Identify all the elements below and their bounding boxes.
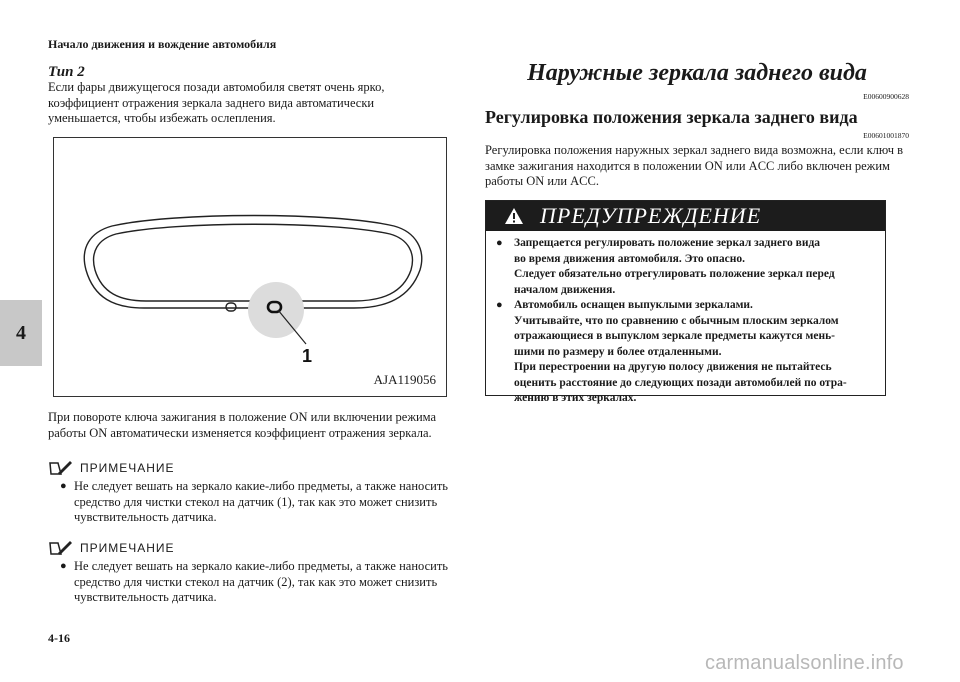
note-heading-text: ПРИМЕЧАНИЕ bbox=[80, 461, 175, 476]
warning-title: ПРЕДУПРЕЖДЕНИЕ bbox=[540, 203, 762, 228]
warning-line: во время движения автомобиля. Это опасно. bbox=[514, 252, 746, 265]
warning-line: При перестроении на другую полосу движения не пытайтесь bbox=[514, 361, 832, 373]
bullet-icon: ● bbox=[60, 559, 67, 572]
warning-line: оценить расстояние до следующих позади автомобилей по отра- bbox=[514, 376, 847, 389]
chapter-number: 4 bbox=[16, 321, 26, 344]
note-pencil-icon bbox=[48, 539, 74, 557]
note-heading-text: ПРИМЕЧАНИЕ bbox=[80, 540, 175, 555]
warning-header bbox=[486, 201, 885, 231]
mirror-mode-text: При повороте ключа зажигания в положение ON или включении режима работы ON автоматически изменяется коэффициент отражения зеркала. bbox=[48, 410, 437, 440]
adjustment-text: Регулировка положения наружных зеркал заднего вида возможна, если ключ в замке зажигания находится в положении ON или ACC либо включен режим работы ON или ACC. bbox=[485, 143, 904, 189]
left-sensor bbox=[226, 303, 236, 311]
bullet-icon: ● bbox=[496, 299, 503, 311]
type-title: Тип 2 bbox=[48, 64, 85, 80]
callout-number: 1 bbox=[302, 346, 313, 366]
sensor-highlight bbox=[248, 282, 304, 338]
mirror-figure bbox=[53, 137, 447, 397]
warning-line: Запрещается регулировать положение зеркал заднего вида bbox=[514, 237, 821, 249]
page-number: 4-16 bbox=[48, 631, 70, 645]
type-description: Если фары движущегося позади автомобиля светят очень ярко, коэффициент отражения зеркала заднего вида автоматически уменьшается, чтобы избежать ослепления. bbox=[48, 80, 385, 126]
watermark: carmanualsonline.info bbox=[705, 652, 904, 674]
note-heading-2 bbox=[48, 539, 453, 557]
warning-line: жению в этих зеркалах. bbox=[514, 392, 637, 404]
left-lower-column bbox=[48, 410, 453, 606]
warning-line: отражающиеся в выпуклом зеркале предметы кажутся мень- bbox=[514, 330, 836, 342]
note-body-1 bbox=[48, 479, 453, 526]
warning-line: Следует обязательно отрегулировать положение зеркал перед bbox=[514, 268, 835, 280]
warning-item-2 bbox=[496, 298, 875, 407]
figure-code: AJA119056 bbox=[373, 372, 436, 387]
warning-line: Автомобиль оснащен выпуклыми зеркалами. bbox=[514, 299, 753, 311]
warning-list bbox=[486, 231, 885, 407]
mirror-inner-outline bbox=[94, 224, 413, 301]
warning-triangle-icon bbox=[504, 207, 524, 225]
subsection-title: Регулировка положения зеркала заднего вида bbox=[485, 107, 858, 127]
note-text: Не следует вешать на зеркало какие-либо предметы, а также наносить средство для чистки стекол на датчик (1), так как это может снизить чувствительность датчика. bbox=[74, 479, 448, 525]
bullet-icon: ● bbox=[496, 237, 503, 249]
note-text: Не следует вешать на зеркало какие-либо предметы, а также наносить средство для чистки стекол на датчик (2), так как это может снизить чувствительность датчика. bbox=[74, 558, 448, 605]
running-header: Начало движения и вождение автомобиля bbox=[48, 37, 277, 51]
rear-view-mirror-illustration bbox=[54, 138, 448, 398]
bullet-icon: ● bbox=[60, 480, 67, 493]
subsection-code: E00601001870 bbox=[863, 131, 909, 140]
section-code: E00600900628 bbox=[863, 92, 909, 101]
note-pencil-icon bbox=[48, 459, 74, 477]
warning-line: началом движения. bbox=[514, 283, 616, 296]
warning-line: шими по размеру и более отдаленными. bbox=[514, 345, 722, 358]
chapter-tab bbox=[0, 300, 42, 366]
warning-box bbox=[485, 200, 886, 404]
note-heading-1 bbox=[48, 459, 453, 477]
warning-item-1 bbox=[496, 236, 875, 298]
warning-line: Учитывайте, что по сравнению с обычным плоским зеркалом bbox=[514, 314, 839, 327]
note-body-2 bbox=[48, 559, 453, 606]
section-title: Наружные зеркала заднего вида bbox=[527, 60, 867, 86]
